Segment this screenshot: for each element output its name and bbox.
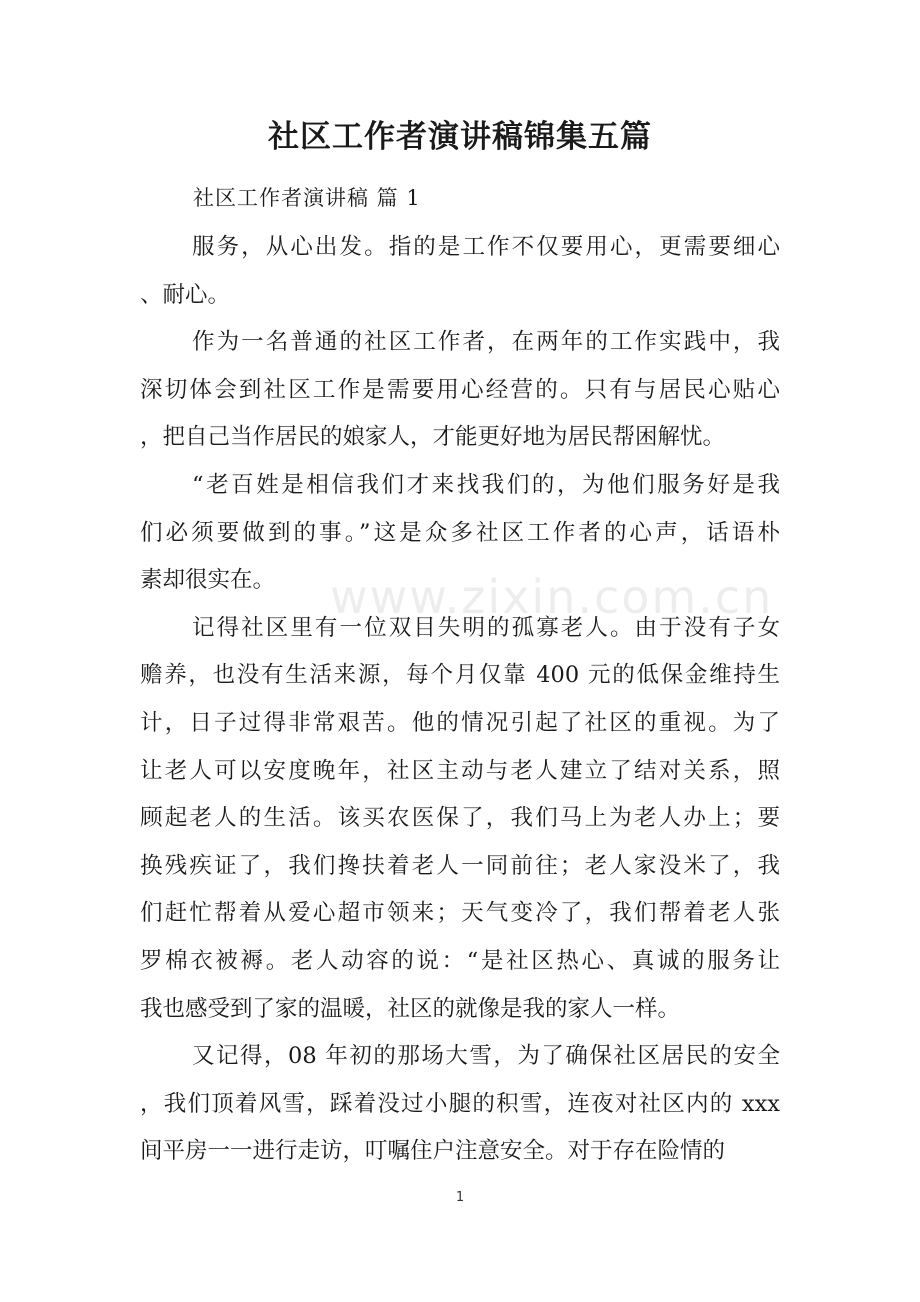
page-number: 1 bbox=[455, 1190, 465, 1205]
paragraph-line: ，把自己当作居民的娘家人，才能更好地为居民帮困解忧。 bbox=[140, 424, 726, 451]
paragraph-line: 素却很实在。 bbox=[140, 567, 276, 594]
paragraph-line: ，我们顶着风雪，踩着没过小腿的积雪，连夜对社区内的 xxx bbox=[140, 1090, 780, 1117]
paragraph-line: 间平房一一进行走访，叮嘱住户注意安全。对于存在险情的 bbox=[140, 1138, 726, 1165]
paragraph-line: 罗棉衣被褥。老人动容的说：“是社区热心、真诚的服务让 bbox=[140, 947, 780, 974]
paragraph-line: 换残疾证了，我们搀扶着老人一同前往；老人家没米了，我 bbox=[140, 852, 780, 879]
paragraph-line: 赡养，也没有生活来源，每个月仅靠 400 元的低保金维持生 bbox=[140, 662, 780, 689]
paragraph-line: 计，日子过得非常艰苦。他的情况引起了社区的重视。为了 bbox=[140, 709, 780, 736]
paragraph-line: 我也感受到了家的温暖，社区的就像是我的家人一样。 bbox=[140, 995, 681, 1022]
paragraph-line: 记得社区里有一位双目失明的孤寡老人。由于没有子女 bbox=[192, 614, 780, 641]
document-body bbox=[140, 224, 780, 1176]
paragraph-line: 们赶忙帮着从爱心超市领来；天气变冷了，我们帮着老人张 bbox=[140, 900, 780, 927]
paragraph-line: 服务，从心出发。指的是工作不仅要用心，更需要细心 bbox=[192, 234, 780, 260]
paragraph-line: 们必须要做到的事。”这是众多社区工作者的心声，话语朴 bbox=[140, 519, 780, 546]
watermark: www.zixin.com.cn bbox=[330, 570, 774, 624]
document-title: 社区工作者演讲稿锦集五篇 bbox=[268, 119, 652, 155]
paragraph-line: 作为一名普通的社区工作者，在两年的工作实践中，我 bbox=[192, 329, 780, 356]
section-heading: 社区工作者演讲稿 篇 1 bbox=[193, 186, 421, 210]
paragraph-line: 、耐心。 bbox=[140, 281, 231, 308]
paragraph-line: 让老人可以安度晚年，社区主动与老人建立了结对关系，照 bbox=[140, 757, 780, 784]
paragraph-line: 又记得，08 年初的那场大雪，为了确保社区居民的安全 bbox=[192, 1043, 780, 1070]
paragraph-line: 顾起老人的生活。该买农医保了，我们马上为老人办上；要 bbox=[140, 805, 780, 832]
paragraph-line: “老百姓是相信我们才来找我们的，为他们服务好是我 bbox=[192, 471, 780, 498]
paragraph-line: 深切体会到社区工作是需要用心经营的。只有与居民心贴心 bbox=[140, 376, 780, 403]
